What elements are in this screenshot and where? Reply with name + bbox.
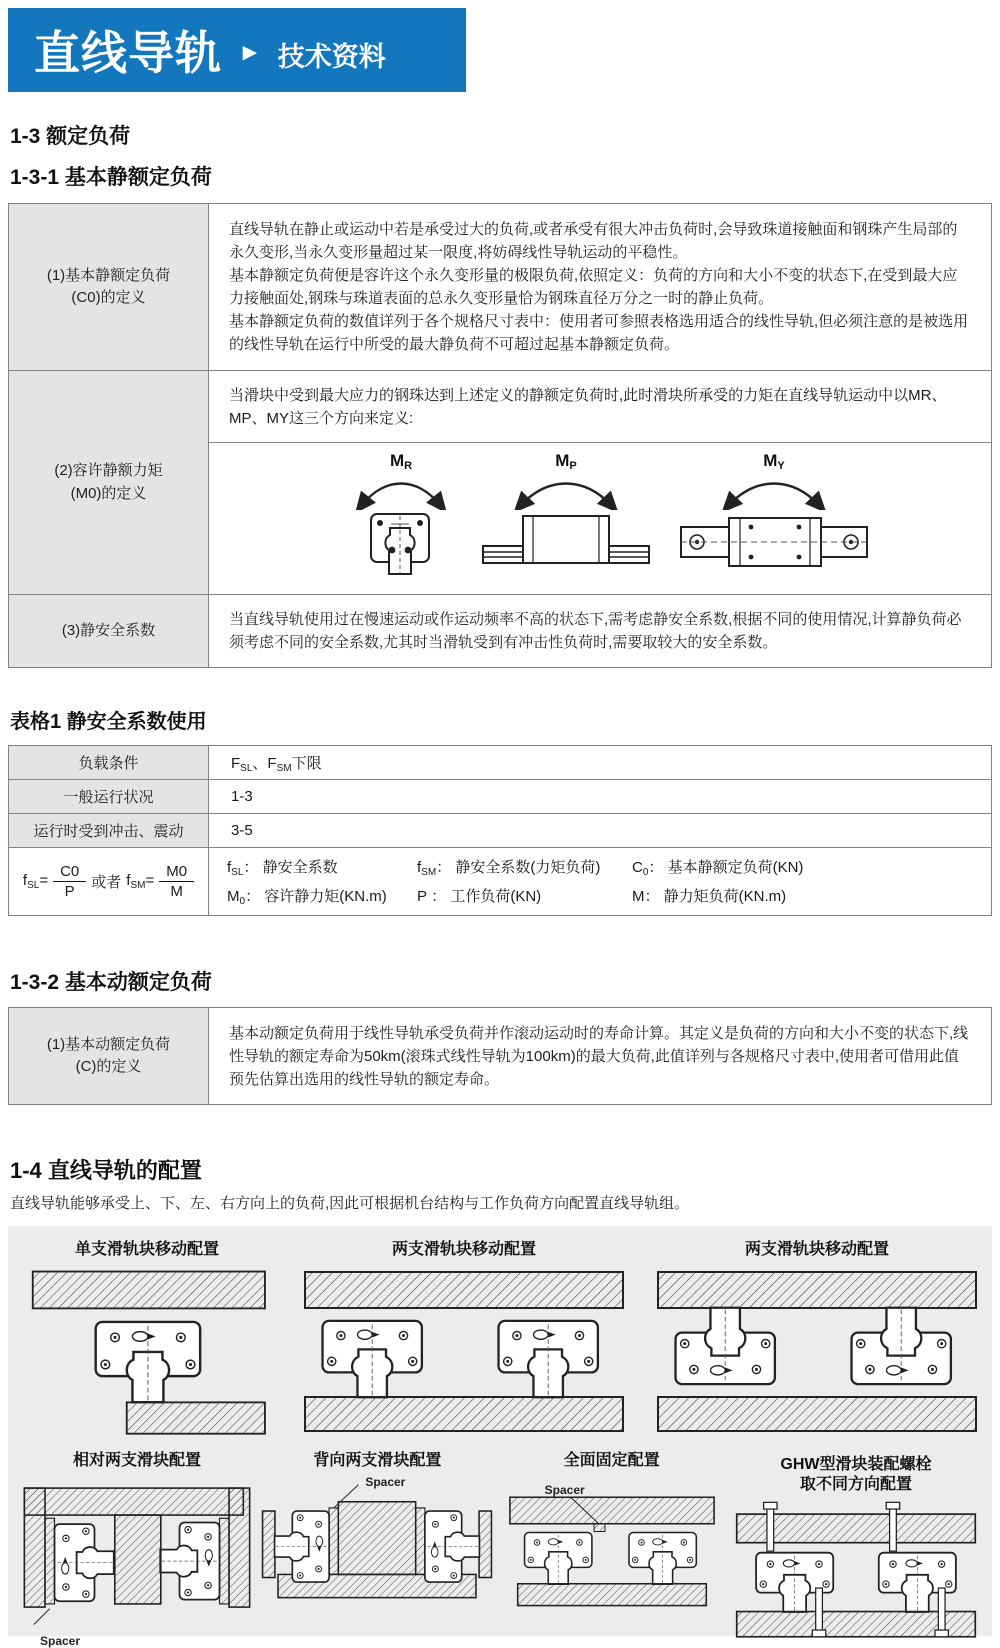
section-heading-1-3-1: 1-3-1 基本静额定负荷 bbox=[10, 166, 212, 189]
config-fully-fixed: 全面固定配置 Spacer bbox=[499, 1451, 725, 1646]
page-banner bbox=[8, 8, 466, 92]
config-two-blocks-b: 两支滑轨块移动配置 bbox=[652, 1240, 982, 1441]
table-row bbox=[9, 746, 992, 780]
rail-front-view bbox=[365, 510, 437, 580]
legend-cell: $f_{SL}$： 静安全系数 $f_{SM}$： 静安全系数(力矩负荷) $C_0$： 基本静额定负荷(KN) $M_0$： 容许静力矩(KN.m) P ： 工作负荷(KN) M： 静力矩负荷(KN.m) bbox=[209, 848, 992, 916]
moment-arrow-icon bbox=[349, 472, 453, 510]
header-cell: $F_{SL}$、$F_{SM}$下限 bbox=[209, 746, 992, 780]
table-row bbox=[9, 595, 992, 668]
row-content-cell: 当滑块中受到最大应力的钢珠达到上述定义的静额定负荷时,此时滑块所承受的力矩在直线导轨运动中以MR、MP、MY这三个方向来定义: $M_R$ $M_P$ $M_Y$ bbox=[209, 371, 992, 595]
spacer-label: Spacer bbox=[40, 1634, 81, 1648]
single-block-diagram bbox=[18, 1266, 276, 1441]
config-back-to-back-blocks: 背向两支滑块配置 Spacer bbox=[261, 1451, 493, 1646]
moment-arrow-icon bbox=[714, 472, 834, 510]
row-label-cell: (1)基本静额定负荷 (C0)的定义 bbox=[9, 204, 209, 371]
section-heading-1-4: 1-4 直线导轨的配置 bbox=[10, 1158, 202, 1183]
row-label-cell: (2)容许静额力矩 (M0)的定义 bbox=[9, 371, 209, 595]
table-row bbox=[9, 371, 992, 595]
rail-top-view bbox=[679, 510, 869, 576]
formula-row bbox=[9, 848, 992, 916]
config-intro-text: 直线导轨能够承受上、下、左、右方向上的负荷,因此可根据机台结构与工作负荷方向配置直线导轨组。 bbox=[10, 1195, 690, 1212]
configuration-diagram-box bbox=[8, 1226, 992, 1648]
moment-my-group: $M_Y$ bbox=[679, 451, 869, 576]
two-block-diagram bbox=[299, 1266, 629, 1441]
table-row bbox=[9, 1008, 992, 1105]
formula-cell: $f_{SL}=$ $\frac{C0}{P}$ 或者 $f_{SM}=$ $\frac{M0}{M}$ bbox=[9, 848, 209, 916]
facing-blocks-diagram bbox=[18, 1477, 256, 1632]
config-single-block: 单支滑轨块移动配置 bbox=[18, 1240, 276, 1441]
config-row-bottom bbox=[18, 1451, 982, 1646]
page-title: 直线导轨 bbox=[34, 27, 222, 79]
config-ghw-bolt-directions: GHW型滑块装配螺栓 取不同方向配置 bbox=[730, 1451, 982, 1646]
two-block-inverted-diagram bbox=[652, 1266, 982, 1441]
config-row-top bbox=[18, 1240, 982, 1441]
fully-fixed-diagram bbox=[499, 1477, 725, 1617]
rail-side-view bbox=[481, 510, 651, 572]
back-to-back-diagram bbox=[261, 1477, 493, 1620]
table-row: 一般运行状况 1-3 bbox=[9, 780, 992, 814]
ghw-bolt-diagram bbox=[730, 1499, 982, 1646]
static-load-table bbox=[8, 203, 992, 668]
section-heading-1-3-2: 1-3-2 基本动额定负荷 bbox=[10, 971, 212, 994]
page-subtitle: 技术资料 bbox=[277, 41, 386, 72]
row-content-cell: 直线导轨在静止或运动中若是承受过大的负荷,或者承受有很大冲击负荷时,会导致珠道接触面和钢珠产生局部的永久变形,当永久变形量超过某一限度,将妨碍线性导轨运动的平稳性。 基本静额定负荷便是容许这个永久变形量的极限负荷,依照定义：负荷的方向和大小不变的状态下,在受到最大应力接触面处,钢珠与珠道表面的总永久变形量恰为钢珠直径万分之一时的静止负荷。 基本静额定负荷的数值详列于各个规格尺寸表中：使用者可参照表格选用适合的线性导轨,但必须注意的是被选用的线性导轨在运行中所受的最大静负荷不可超过起基本静额定负荷。 bbox=[209, 204, 992, 371]
safety-factor-table bbox=[8, 745, 992, 916]
arrow-right-icon: ► bbox=[238, 39, 262, 66]
row-content-cell: 基本动额定负荷用于线性导轨承受负荷并作滚动运动时的寿命计算。其定义是负荷的方向和大小不变的状态下,线性导轨的额定寿命为50km(滚珠式线性导轨为100km)的最大负荷,此值详列与各规格尺寸表中,使用者可借用此值预先估算出选用的线性导轨的额定寿命。 bbox=[209, 1008, 992, 1105]
spacer-label: Spacer bbox=[544, 1483, 585, 1498]
spacer-label: Spacer bbox=[365, 1475, 406, 1490]
row-content-cell: 当直线导轨使用过在慢速运动或作运动频率不高的状态下,需考虑静安全系数,根据不同的使用情况,计算静负荷必须考虑不同的安全系数,尤其时当滑轨受到有冲击性负荷时,需要取较大的安全系数。 bbox=[209, 595, 992, 668]
table-row bbox=[9, 204, 992, 371]
dynamic-load-table bbox=[8, 1007, 992, 1105]
row-label-cell: (1)基本动额定负荷 (C)的定义 bbox=[9, 1008, 209, 1105]
header-cell: 负载条件 bbox=[9, 746, 209, 780]
table-row: 运行时受到冲击、震动 3-5 bbox=[9, 814, 992, 848]
config-facing-blocks: 相对两支滑块配置 Spacer bbox=[18, 1451, 256, 1646]
moment-arrow-icon bbox=[506, 472, 626, 510]
moment-diagrams bbox=[209, 443, 991, 594]
table1-caption: 表格1 静安全系数使用 bbox=[10, 711, 207, 733]
moment-mr-group: $M_R$ bbox=[349, 451, 453, 580]
moment-mp-group: $M_P$ bbox=[481, 451, 651, 572]
section-heading-1-3: 1-3 额定负荷 bbox=[10, 125, 131, 148]
config-two-blocks-a: 两支滑轨块移动配置 bbox=[299, 1240, 629, 1441]
row-label-cell: (3)静安全系数 bbox=[9, 595, 209, 668]
